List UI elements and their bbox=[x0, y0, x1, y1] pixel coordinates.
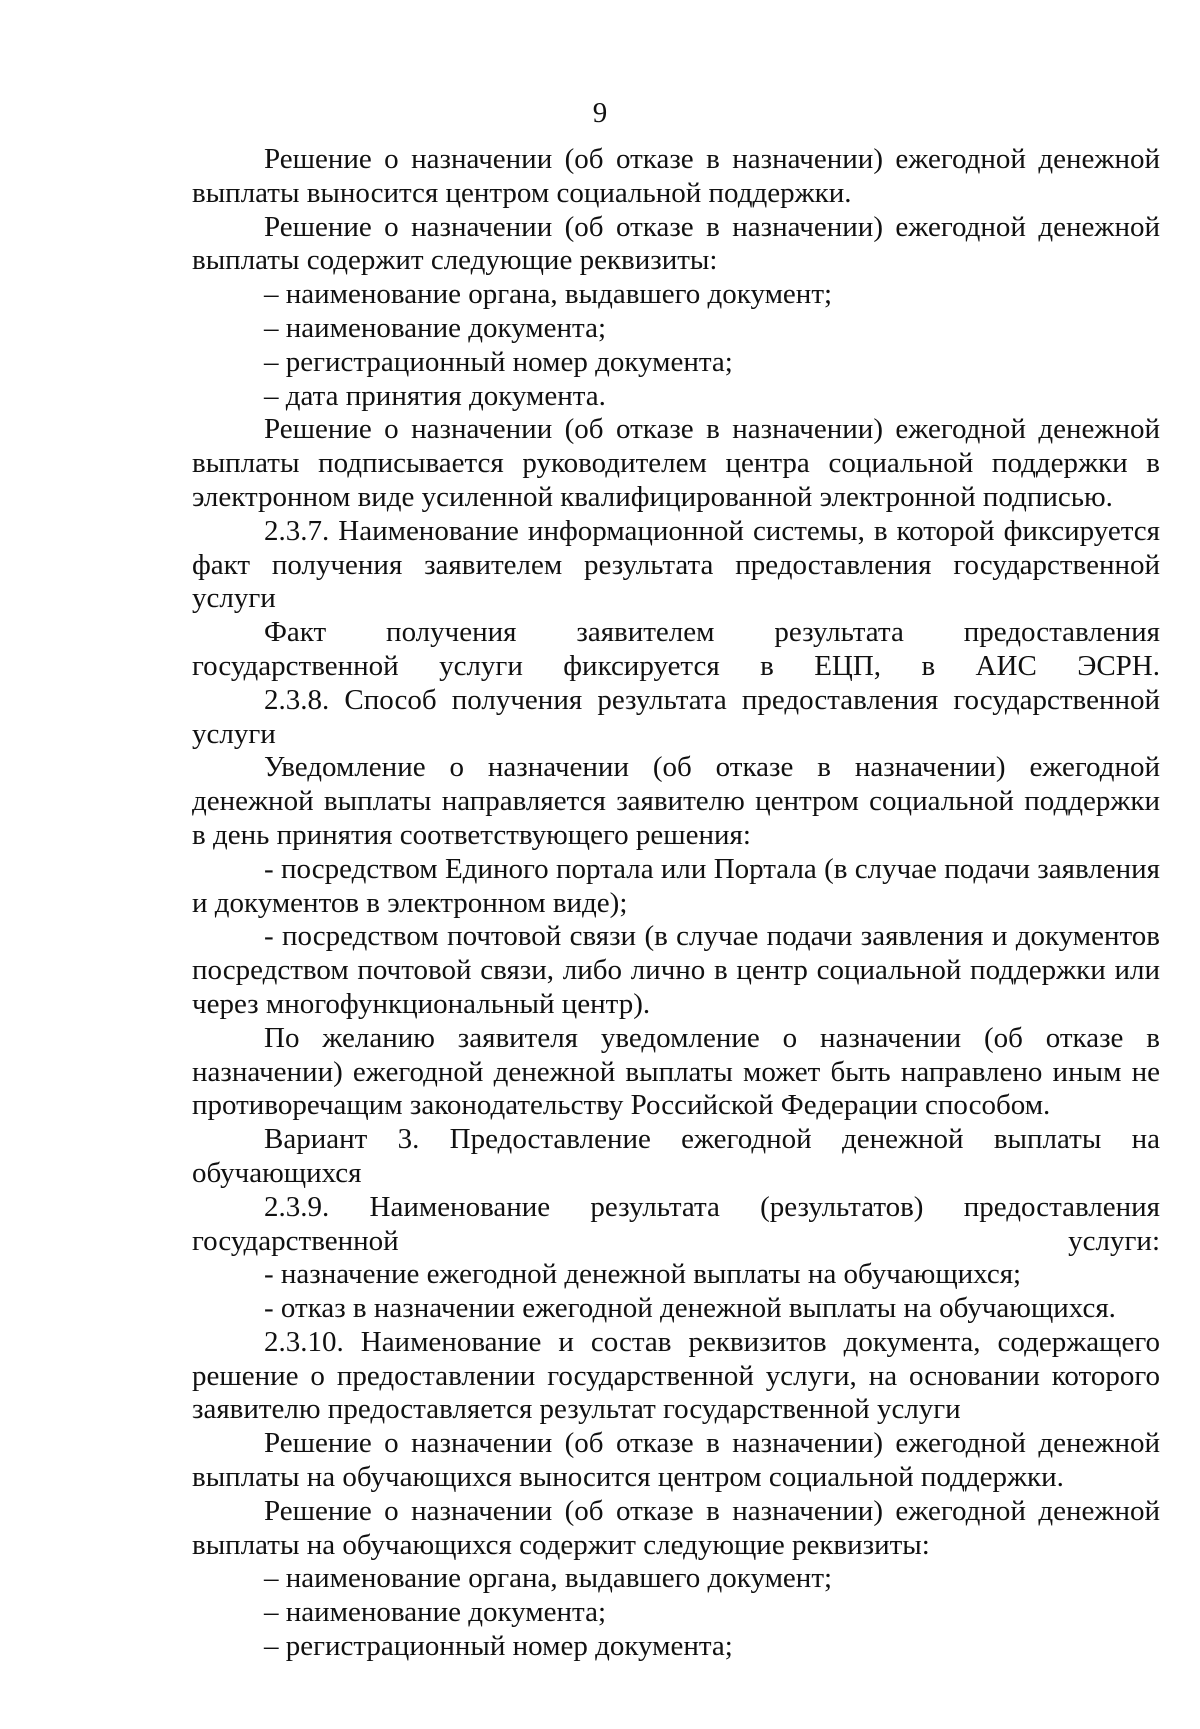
document-body bbox=[192, 143, 1160, 1664]
page-number: 9 bbox=[592, 97, 608, 129]
paragraph: Решение о назначении (об отказе в назначении) ежегодной денежной выплаты содержит следующие реквизиты: bbox=[192, 210, 1160, 277]
paragraph: Факт получения заявителем результата предоставления государственной услуги фиксируется в ЕЦП, в АИС ЭСРН. bbox=[192, 616, 1160, 682]
paragraph: Вариант 3. Предоставление ежегодной денежной выплаты на обучающихся bbox=[192, 1123, 1160, 1189]
paragraph: Решение о назначении (об отказе в назначении) ежегодной денежной выплаты выносится центром социальной поддержки. bbox=[192, 143, 1160, 209]
paragraph: Решение о назначении (об отказе в назначении) ежегодной денежной выплаты на обучающихся выносится центром социальной поддержки. bbox=[192, 1427, 1160, 1494]
list-item: – регистрационный номер документа; bbox=[264, 345, 733, 378]
list-item: – наименование документа; bbox=[264, 1596, 606, 1629]
list-item: – наименование документа; bbox=[264, 311, 606, 344]
paragraph: 2.3.8. Способ получения результата предоставления государственной услуги bbox=[192, 683, 1160, 750]
paragraph: По желанию заявителя уведомление о назначении (об отказе в назначении) ежегодной денежной выплаты может быть направлено иным не противоречащим законодательству Российской Федерации способом. bbox=[192, 1021, 1160, 1122]
paragraph: Решение о назначении (об отказе в назначении) ежегодной денежной выплаты на обучающихся содержит следующие реквизиты: bbox=[192, 1494, 1160, 1561]
list-item: – дата принятия документа. bbox=[264, 379, 606, 412]
paragraph: - посредством почтовой связи (в случае подачи заявления и документов посредством почтовой связи, либо лично в центр социальной поддержки или через многофункциональный центр). bbox=[192, 920, 1160, 1020]
paragraph: Решение о назначении (об отказе в назначении) ежегодной денежной выплаты подписывается руководителем центра социальной поддержки в электронном виде усиленной квалифицированной электронной подписью. bbox=[192, 413, 1160, 513]
list-item: – регистрационный номер документа; bbox=[264, 1630, 733, 1663]
list-item: - отказ в назначении ежегодной денежной выплаты на обучающихся. bbox=[264, 1292, 1116, 1325]
list-item: – наименование органа, выдавшего документ; bbox=[264, 1562, 833, 1595]
paragraph: 2.3.9. Наименование результата (результатов) предоставления государственной услуги: bbox=[192, 1190, 1160, 1257]
paragraph: 2.3.7. Наименование информационной системы, в которой фиксируется факт получения заявителем результата предоставления государственной услуги bbox=[192, 514, 1160, 615]
list-item: – наименование органа, выдавшего документ; bbox=[264, 278, 833, 311]
paragraph: Уведомление о назначении (об отказе в назначении) ежегодной денежной выплаты направляется заявителю центром социальной поддержки в день принятия соответствующего решения: bbox=[192, 751, 1160, 851]
paragraph: - посредством Единого портала или Портала (в случае подачи заявления и документов в электронном виде); bbox=[192, 852, 1160, 919]
paragraph: 2.3.10. Наименование и состав реквизитов документа, содержащего решение о предоставлении государственной услуги, на основании которого заявителю предоставляется результат государственной услуги bbox=[192, 1325, 1160, 1426]
list-item: - назначение ежегодной денежной выплаты на обучающихся; bbox=[264, 1258, 1022, 1291]
